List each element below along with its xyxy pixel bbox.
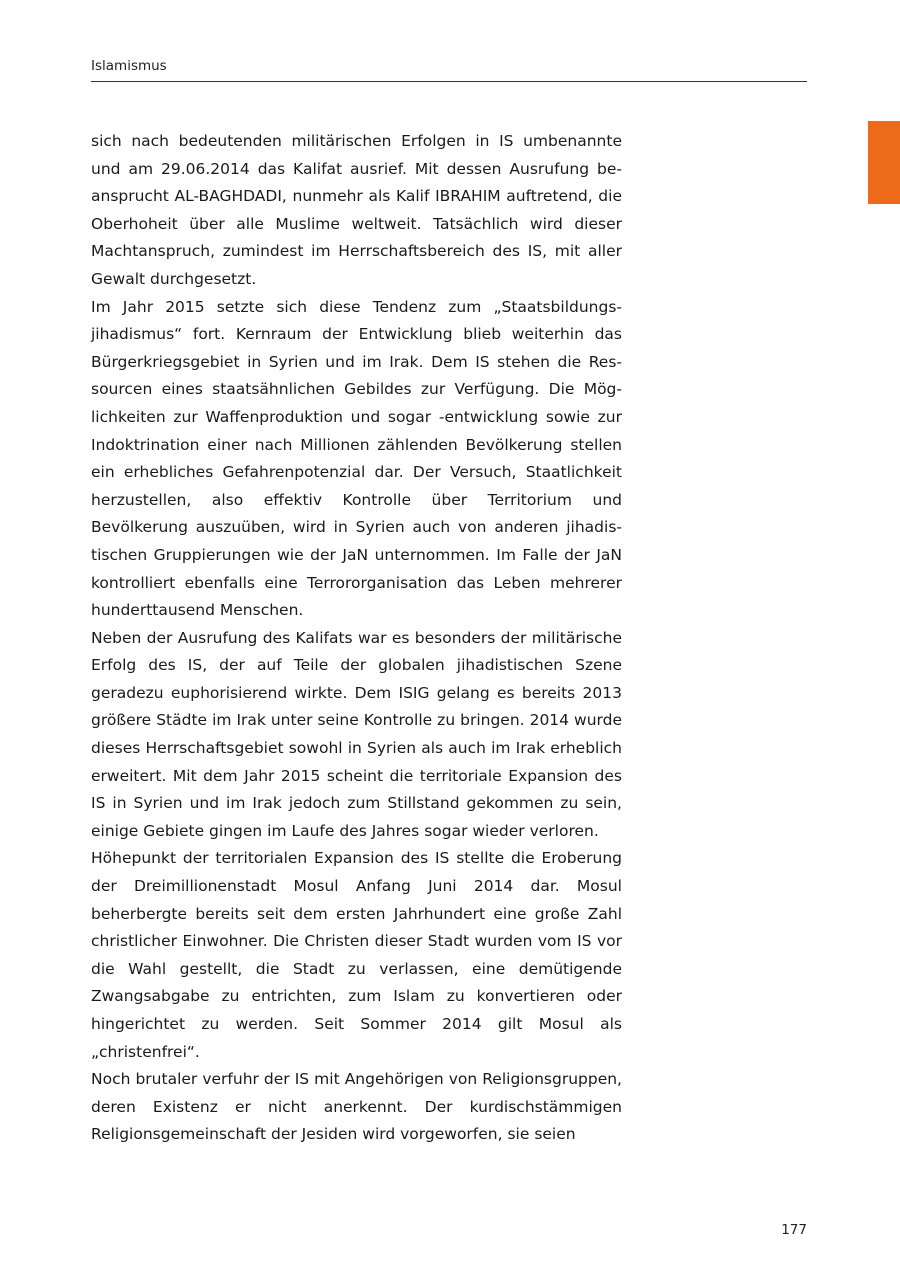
- running-header: Islamismus: [91, 58, 167, 74]
- paragraph-3: Neben der Ausrufung des Kalifats war es besonders der militärische Erfolg des IS, der auf Teile der globalen jihadistischen Szene geradezu euphorisierend wirkte. Dem ISIG gelang es bereits 2013 größere Städte im Irak unter seine Kontrolle zu bringen. 2014 wurde dieses Herrschaftsgebiet sowohl in Syrien als auch im Irak erheblich erweitert. Mit dem Jahr 2015 scheint die territoriale Expansion des IS in Syrien und im Irak jedoch zum Stillstand gekommen zu sein, einige Gebiete gingen im Laufe des Jahres sogar wieder verloren.: [91, 628, 622, 840]
- page-number: 177: [781, 1222, 807, 1238]
- chapter-tab-marker: [868, 121, 900, 204]
- paragraph-5: Noch brutaler verfuhr der IS mit Angehörigen von Religionsgruppen, deren Existenz er nicht anerkennt. Der kurdischstämmigen Religionsgemeinschaft der Jesiden wird vorgeworfen, sie seien: [91, 1070, 622, 1144]
- header-rule: [91, 81, 807, 82]
- body-text: [91, 128, 622, 1149]
- paragraph-1: sich nach bedeutenden militärischen Erfolgen in IS umbenannte und am 29.06.2014 das Kalifat ausrief. Mit dessen Ausrufung beansprucht AL-BAGHDADI, nunmehr als Kalif IBRAHIM auftretend, die Oberhoheit über alle Muslime weltweit. Tatsächlich wird dieser Machtanspruch, zumindest im Herrschaftsbereich des IS, mit aller Gewalt durchgesetzt.: [91, 132, 622, 288]
- paragraph-4: Höhepunkt der territorialen Expansion des IS stellte die Eroberung der Dreimillionenstadt Mosul Anfang Juni 2014 dar. Mosul beherbergte bereits seit dem ersten Jahrhundert eine große Zahl christlicher Einwohner. Die Christen dieser Stadt wurden vom IS vor die Wahl gestellt, die Stadt zu verlassen, eine demütigende Zwangsabgabe zu entrichten, zum Islam zu konvertieren oder hingerichtet zu werden. Seit Sommer 2014 gilt Mosul als „christenfrei“.: [91, 849, 622, 1061]
- paragraph-2: Im Jahr 2015 setzte sich diese Tendenz zum „Staatsbildungsjihadismus“ fort. Kernraum der Entwicklung blieb weiterhin das Bürgerkriegsgebiet in Syrien und im Irak. Dem IS stehen die Ressourcen eines staatsähnlichen Gebildes zur Verfügung. Die Möglichkeiten zur Waffenproduktion und sogar -entwicklung sowie zur Indoktrination einer nach Millionen zählenden Bevölkerung stellen ein erhebliches Gefahrenpotenzial dar. Der Versuch, Staatlichkeit herzustellen, also effektiv Kontrolle über Territorium und Bevölkerung auszuüben, wird in Syrien auch von anderen jihadistischen Gruppierungen wie der JaN unternommen. Im Falle der JaN kontrolliert ebenfalls eine Terrororganisation das Leben mehrerer hunderttausend Menschen.: [91, 297, 622, 620]
